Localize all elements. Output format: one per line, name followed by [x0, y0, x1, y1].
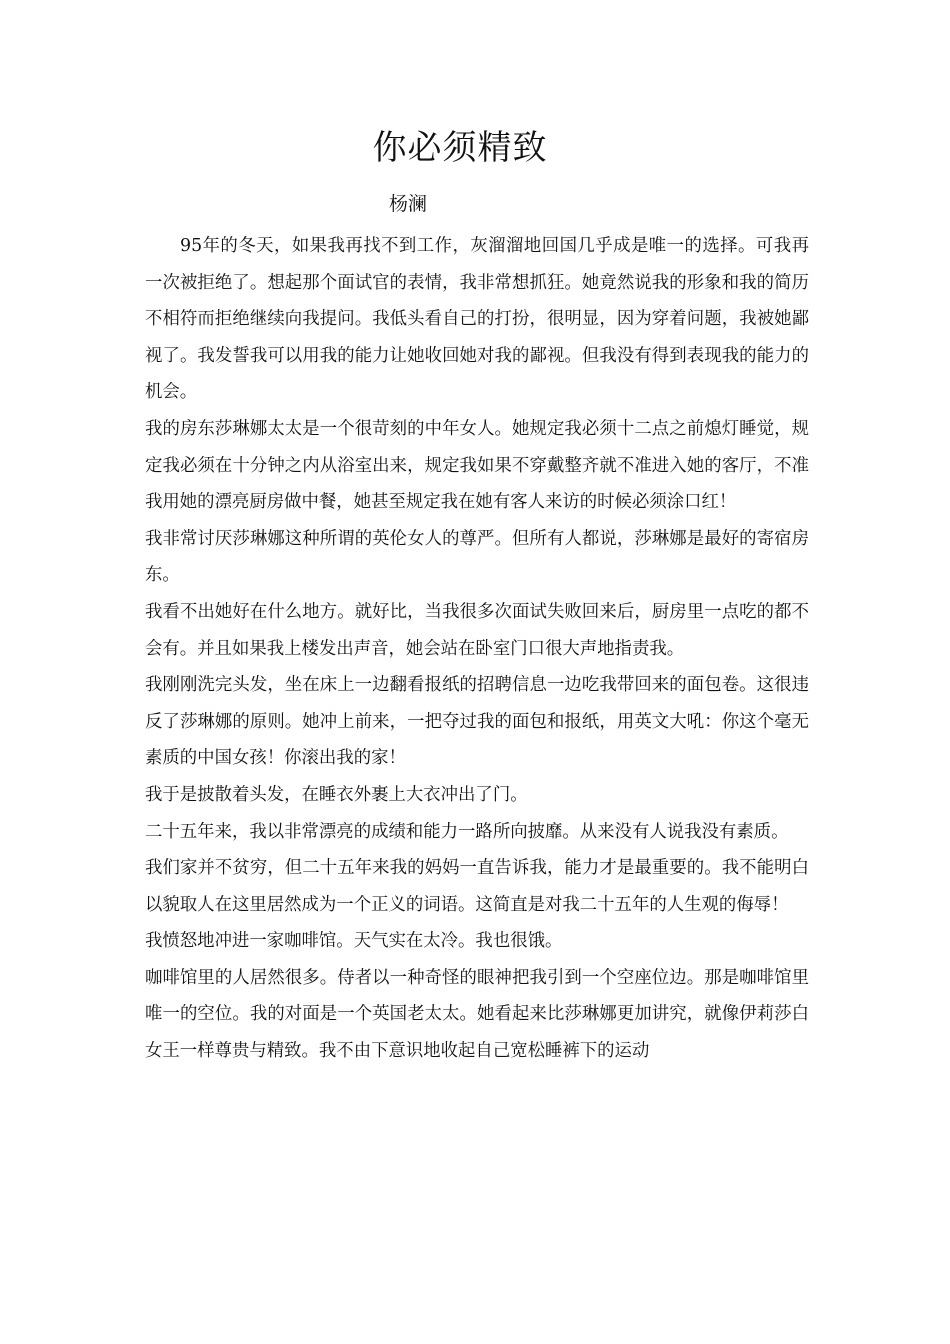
- paragraph: 我们家并不贫穷，但二十五年来我的妈妈一直告诉我，能力才是最重要的。我不能明白以貌取人在这里居然成为一个正义的词语。这简直是对我二十五年的人生观的侮辱！: [145, 858, 809, 915]
- paragraph: 我愤怒地冲进一家咖啡馆。天气实在太冷。我也很饿。: [145, 931, 563, 952]
- paragraph: 我非常讨厌莎琳娜这种所谓的英伦女人的尊严。但所有人都说，莎琳娜是最好的寄宿房东。: [145, 528, 809, 586]
- paragraph: 我于是披散着头发，在睡衣外裹上大衣冲出了门。: [145, 784, 528, 805]
- document-title: 你必须精致: [372, 128, 548, 168]
- document-author: 杨澜: [389, 193, 428, 215]
- paragraph: 95年的冬天，如果我再找不到工作，灰溜溜地回国几乎成是唯一的选择。可我再一次被拒绝了。想起那个面试官的表情，我非常想抓狂。她竟然说我的形象和我的简历不相符而拒绝继续向我提问。我低头看自己的打扮，很明显，因为穿着问题，我被她鄙视了。我发誓我可以用我的能力让她收回她对我的鄙视。但我没有得到表现我的能力的机会。: [145, 236, 809, 403]
- paragraph: 二十五年来，我以非常漂亮的成绩和能力一路所向披靡。从来没有人说我没有素质。: [145, 821, 789, 842]
- paragraph: 我刚刚洗完头发，坐在床上一边翻看报纸的招聘信息一边吃我带回来的面包卷。这很违反了莎琳娜的原则。她冲上前来，一把夺过我的面包和报纸，用英文大吼：你这个毫无素质的中国女孩！你滚出我的家！: [145, 675, 809, 769]
- paragraph: 咖啡馆里的人居然很多。侍者以一种奇怪的眼神把我引到一个空座位边。那是咖啡馆里唯一的空位。我的对面是一个英国老太太。她看起来比莎琳娜更加讲究，就像伊莉莎白女王一样尊贵与精致。我不由下意识地收起自己宽松睡裤下的运动: [145, 967, 809, 1062]
- paragraph: 我的房东莎琳娜太太是一个很苛刻的中年女人。她规定我必须十二点之前熄灯睡觉，规定我必须在十分钟之内从浴室出来，规定我如果不穿戴整齐就不准进入她的客厅，不准我用她的漂亮厨房做中餐，她甚至规定我在她有客人来访的时候必须涂口红！: [145, 418, 809, 513]
- document-body: [145, 228, 809, 1070]
- paragraph: 我看不出她好在什么地方。就好比，当我很多次面试失败回来后，厨房里一点吃的都不会有。并且如果我上楼发出声音，她会站在卧室门口很大声地指责我。: [145, 601, 809, 659]
